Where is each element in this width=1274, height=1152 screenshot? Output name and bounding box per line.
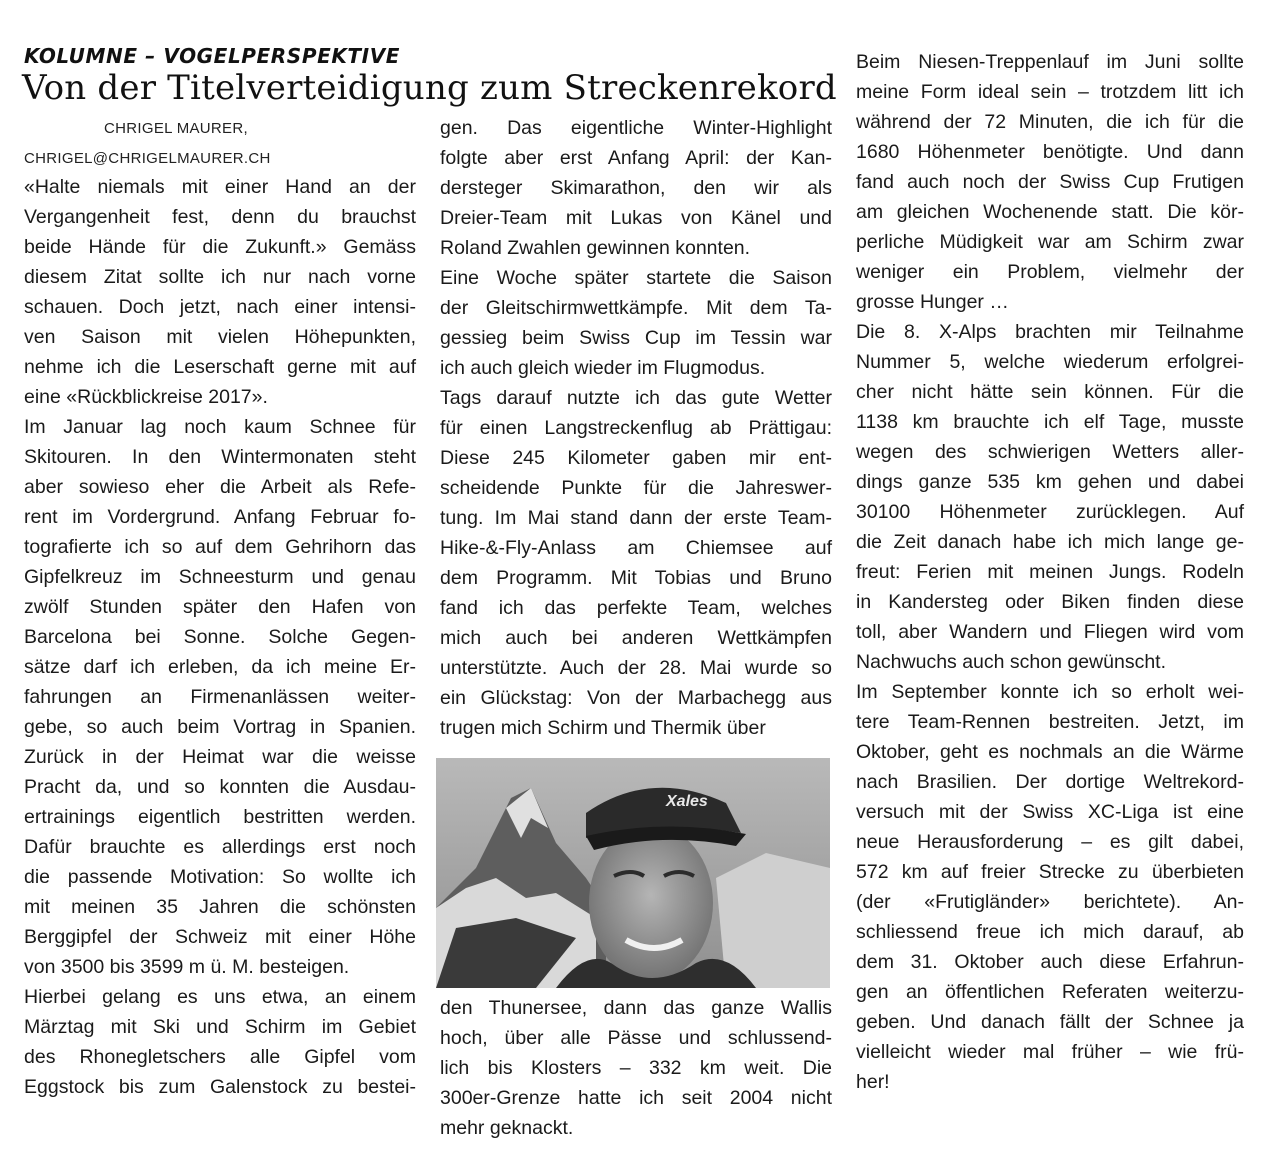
text-line: der Gleitschirmwettkämpfe. Mit dem Ta- bbox=[440, 297, 832, 319]
text-line: 30100 Höhenmeter zurücklegen. Auf bbox=[856, 501, 1244, 523]
text-line: Oktober, geht es nochmals an die Wärme bbox=[856, 741, 1244, 763]
text-line: gebe, so auch beim Vortrag in Spanien. bbox=[24, 716, 416, 738]
text-line: Beim Niesen-Treppenlauf im Juni sollte bbox=[856, 51, 1244, 73]
text-line: Diese 245 Kilometer gaben mir ent- bbox=[440, 447, 832, 469]
text-line: fahrungen an Firmenanlässen weiter- bbox=[24, 686, 416, 708]
text-line: schliessend freue ich mich darauf, ab bbox=[856, 921, 1244, 943]
text-line: Dreier-Team mit Lukas von Känel und bbox=[440, 207, 832, 229]
text-line: fand ich das perfekte Team, welches bbox=[440, 597, 832, 619]
text-line: geben. Und danach fällt der Schnee ja bbox=[856, 1011, 1244, 1033]
text-line: fand auch noch der Swiss Cup Frutigen bbox=[856, 171, 1244, 193]
text-column-2-bottom bbox=[440, 993, 832, 1143]
text-line: dem 31. Oktober auch diese Erfahrun- bbox=[856, 951, 1244, 973]
text-line: Barcelona bei Sonne. Solche Gegen- bbox=[24, 626, 416, 648]
text-line: gessieg beim Swiss Cup im Tessin war bbox=[440, 327, 832, 349]
text-line: Vergangenheit fest, denn du brauchst bbox=[24, 206, 416, 228]
text-line: trugen mich Schirm und Thermik über bbox=[440, 717, 766, 739]
text-line: die passende Motivation: So wollte ich bbox=[24, 866, 416, 888]
text-line: folgte aber erst Anfang April: der Kan- bbox=[440, 147, 832, 169]
text-line: Nummer 5, welche wiederum erfolgrei- bbox=[856, 351, 1244, 373]
text-line: mehr geknackt. bbox=[440, 1117, 574, 1139]
text-line: gen. Das eigentliche Winter-Highlight bbox=[440, 117, 832, 139]
text-line: am gleichen Wochenende statt. Die kör- bbox=[856, 201, 1244, 223]
text-column-1 bbox=[24, 172, 416, 1102]
text-line: weniger ein Problem, vielmehr der bbox=[856, 261, 1244, 283]
text-line: perliche Müdigkeit war am Schirm zwar bbox=[856, 231, 1244, 253]
text-line: von 3500 bis 3599 m ü. M. besteigen. bbox=[24, 956, 350, 978]
article-headline: Von der Titelverteidigung zum Streckenrekord bbox=[22, 68, 837, 108]
text-line: 1680 Höhenmeter benötigte. Und dann bbox=[856, 141, 1244, 163]
text-line: tografierte ich so auf dem Gehrihorn das bbox=[24, 536, 416, 558]
text-line: Dafür brauchte es allerdings erst noch bbox=[24, 836, 416, 858]
portrait-illustration bbox=[436, 758, 830, 988]
text-line: Roland Zwahlen gewinnen konnten. bbox=[440, 237, 751, 259]
text-line: Tags darauf nutzte ich das gute Wetter bbox=[440, 387, 832, 409]
text-line: beide Hände für die Zukunft.» Gemäss bbox=[24, 236, 416, 258]
text-line: Im Januar lag noch kaum Schnee für bbox=[24, 416, 416, 438]
author-name: CHRIGEL MAURER, bbox=[104, 120, 248, 137]
text-line: vielleicht wieder mal früher – wie frü- bbox=[856, 1041, 1244, 1063]
text-line: cher nicht hätte sein können. Für die bbox=[856, 381, 1244, 403]
text-line: Gipfelkreuz im Schneesturm und genau bbox=[24, 566, 416, 588]
text-line: 1138 km brauchte ich elf Tage, musste bbox=[856, 411, 1244, 433]
text-line: ein Glückstag: Von der Marbachegg aus bbox=[440, 687, 832, 709]
text-line: Pracht da, und so konnten die Ausdau- bbox=[24, 776, 416, 798]
text-column-2-top bbox=[440, 113, 832, 743]
text-line: gen an öffentlichen Referaten weiterzu- bbox=[856, 981, 1244, 1003]
text-line: meine Form ideal sein – trotzdem litt ich bbox=[856, 81, 1244, 103]
text-line: ven Saison mit vielen Höhepunkten, bbox=[24, 326, 416, 348]
text-line: toll, aber Wandern und Fliegen wird vom bbox=[856, 621, 1244, 643]
text-line: schauen. Doch jetzt, nach einer intensi- bbox=[24, 296, 416, 318]
text-line: ertrainings eigentlich bestritten werden. bbox=[24, 806, 416, 828]
text-line: eine «Rückblickreise 2017». bbox=[24, 386, 268, 408]
cap-logo: Xales bbox=[666, 793, 708, 810]
text-column-3 bbox=[856, 47, 1244, 1097]
text-line: 300er-Grenze hatte ich seit 2004 nicht bbox=[440, 1087, 832, 1109]
text-line: tere Team-Rennen bestreiten. Jetzt, im bbox=[856, 711, 1244, 733]
text-line: die Zeit danach habe ich mich lange ge- bbox=[856, 531, 1244, 553]
text-line: versuch mit der Swiss XC-Liga ist eine bbox=[856, 801, 1244, 823]
text-line: 572 km auf freier Strecke zu überbieten bbox=[856, 861, 1244, 883]
text-line: zwölf Stunden später den Hafen von bbox=[24, 596, 416, 618]
text-line: dersteger Skimarathon, den wir als bbox=[440, 177, 832, 199]
text-line: wegen des schwierigen Wetters aller- bbox=[856, 441, 1244, 463]
author-email: CHRIGEL@CHRIGELMAURER.CH bbox=[24, 150, 271, 167]
text-line: Hike-&-Fly-Anlass am Chiemsee auf bbox=[440, 537, 832, 559]
text-line: Märztag mit Ski und Schirm im Gebiet bbox=[24, 1016, 416, 1038]
text-line: lich bis Klosters – 332 km weit. Die bbox=[440, 1057, 832, 1079]
text-line: Hierbei gelang es uns etwa, an einem bbox=[24, 986, 416, 1008]
text-line: (der «Frutigländer» berichtete). An- bbox=[856, 891, 1244, 913]
text-line: scheidende Punkte für die Jahreswer- bbox=[440, 477, 832, 499]
text-line: dem Programm. Mit Tobias und Bruno bbox=[440, 567, 832, 589]
text-line: unterstützte. Auch der 28. Mai wurde so bbox=[440, 657, 832, 679]
text-line: Eggstock bis zum Galenstock zu bestei- bbox=[24, 1076, 416, 1098]
text-line: während der 72 Minuten, die ich für die bbox=[856, 111, 1244, 133]
text-line: Im September konnte ich so erholt wei- bbox=[856, 681, 1244, 703]
text-line: sätze darf ich erleben, da ich meine Er- bbox=[24, 656, 416, 678]
text-line: freut: Ferien mit meinen Jungs. Rodeln bbox=[856, 561, 1244, 583]
text-line: hoch, über alle Pässe und schlussend- bbox=[440, 1027, 832, 1049]
text-line: her! bbox=[856, 1071, 890, 1093]
text-line: tung. Im Mai stand dann der erste Team- bbox=[440, 507, 832, 529]
text-line: den Thunersee, dann das ganze Wallis bbox=[440, 997, 832, 1019]
text-line: «Halte niemals mit einer Hand an der bbox=[24, 176, 416, 198]
text-line: Eine Woche später startete die Saison bbox=[440, 267, 832, 289]
text-line: rent im Vordergrund. Anfang Februar fo- bbox=[24, 506, 416, 528]
text-line: nehme ich die Leserschaft gerne mit auf bbox=[24, 356, 416, 378]
text-line: nach Brasilien. Der dortige Weltrekord- bbox=[856, 771, 1244, 793]
text-line: für einen Langstreckenflug ab Prättigau: bbox=[440, 417, 832, 439]
text-line: neue Herausforderung – es gilt dabei, bbox=[856, 831, 1244, 853]
text-line: diesem Zitat sollte ich nur nach vorne bbox=[24, 266, 416, 288]
text-line: des Rhonegletschers alle Gipfel vom bbox=[24, 1046, 416, 1068]
text-line: Skitouren. In den Wintermonaten steht bbox=[24, 446, 416, 468]
text-line: dings ganze 535 km gehen und dabei bbox=[856, 471, 1244, 493]
text-line: ich auch gleich wieder im Flugmodus. bbox=[440, 357, 766, 379]
text-line: aber sowieso eher die Arbeit als Refe- bbox=[24, 476, 416, 498]
text-line: grosse Hunger … bbox=[856, 291, 1009, 313]
text-line: Die 8. X-Alps brachten mir Teilnahme bbox=[856, 321, 1244, 343]
portrait-photo bbox=[436, 758, 830, 988]
text-line: Zurück in der Heimat war die weisse bbox=[24, 746, 416, 768]
text-line: Nachwuchs auch schon gewünscht. bbox=[856, 651, 1167, 673]
text-line: in Kandersteg oder Biken finden diese bbox=[856, 591, 1244, 613]
text-line: mit meinen 35 Jahren die schönsten bbox=[24, 896, 416, 918]
text-line: mich auch bei anderen Wettkämpfen bbox=[440, 627, 832, 649]
column-kicker: KOLUMNE – VOGELPERSPEKTIVE bbox=[24, 44, 401, 68]
text-line: Berggipfel der Schweiz mit einer Höhe bbox=[24, 926, 416, 948]
